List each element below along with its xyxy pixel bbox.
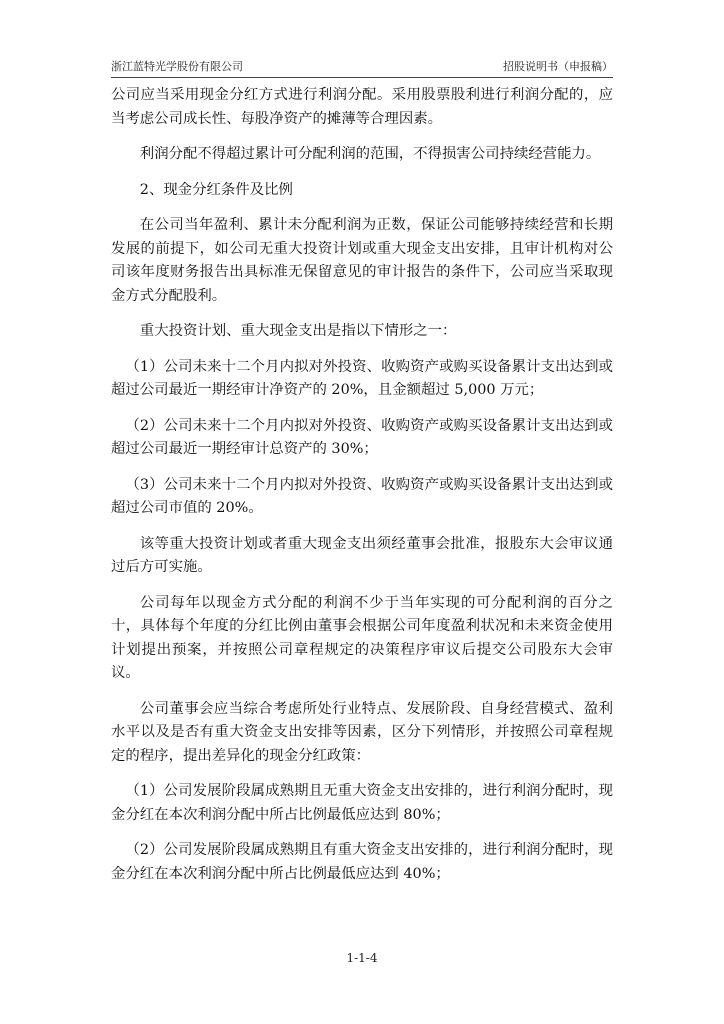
header-document-title: 招股说明书（申报稿）: [503, 60, 613, 73]
paragraph: 公司董事会应当综合考虑所处行业特点、发展阶段、自身经营模式、盈利水平以及是否有重大资金支出安排等因素，区分下列情形，并按照公司章程规定的程序，提出差异化的现金分红政策：: [111, 700, 613, 764]
paragraph: 公司每年以现金方式分配的利润不少于当年实现的可分配利润的百分之十，具体每个年度的分红比例由董事会根据公司年度盈利状况和未来资金使用计划提出预案，并按照公司章程规定的决策程序审议后提交公司股东大会审议。: [111, 594, 613, 681]
list-item: （2）公司未来十二个月内拟对外投资、收购资产或购买设备累计支出达到或超过公司最近一期经审计总资产的 30%；: [111, 417, 613, 457]
list-item: （1）公司发展阶段属成熟期且无重大资金支出安排的，进行利润分配时，现金分红在本次利润分配中所占比例最低应达到 80%；: [111, 783, 613, 823]
header-company-name: 浙江蓝特光学股份有限公司: [111, 60, 243, 73]
page-number: 1-1-4: [346, 951, 378, 965]
paragraph: 利润分配不得超过累计可分配利润的范围，不得损害公司持续经营能力。: [139, 146, 601, 162]
document-body: [111, 84, 613, 898]
paragraph: 该等重大投资计划或者重大现金支出须经董事会批准，报股东大会审议通过后方可实施。: [111, 535, 613, 575]
paragraph: 公司应当采用现金分红方式进行利润分配。采用股票股利进行利润分配的，应当考虑公司成长性、每股净资产的摊薄等合理因素。: [111, 87, 613, 127]
list-item: （3）公司未来十二个月内拟对外投资、收购资产或购买设备累计支出达到或超过公司市值的 20%。: [111, 476, 613, 516]
paragraph: 重大投资计划、重大现金支出是指以下情形之一：: [139, 323, 457, 339]
list-item: （1）公司未来十二个月内拟对外投资、收购资产或购买设备累计支出达到或超过公司最近一期经审计净资产的 20%，且金额超过 5,000 万元；: [111, 358, 613, 398]
paragraph: 在公司当年盈利、累计未分配利润为正数，保证公司能够持续经营和长期发展的前提下，如公司无重大投资计划或重大现金支出安排，且审计机构对公司该年度财务报告出具标准无保留意见的审计报告的条件下，公司应当采取现金方式分配股利。: [111, 217, 613, 304]
section-heading: 2、现金分红条件及比例: [139, 181, 293, 198]
page-header: [111, 58, 613, 78]
list-item: （2）公司发展阶段属成熟期且有重大资金支出安排的，进行利润分配时，现金分红在本次利润分配中所占比例最低应达到 40%；: [111, 842, 613, 882]
